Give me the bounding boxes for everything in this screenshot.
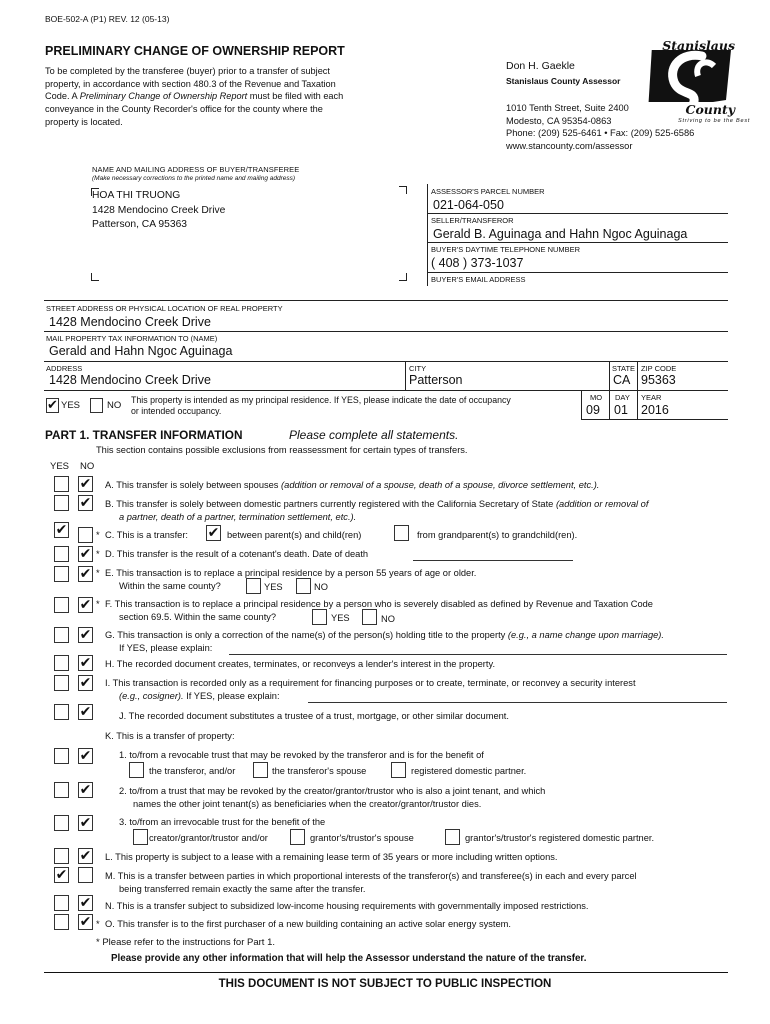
item-i-explain-label: If YES, please explain: xyxy=(183,691,280,701)
item-m-yes-checkbox[interactable]: ✔ xyxy=(55,867,68,883)
zip-code[interactable]: 95363 xyxy=(641,373,676,387)
item-k1-partner-label: registered domestic partner. xyxy=(411,766,527,776)
buyer-phone-label: BUYER'S DAYTIME TELEPHONE NUMBER xyxy=(431,245,581,254)
date-of-death-field[interactable] xyxy=(413,549,573,561)
divider xyxy=(637,390,638,419)
item-k1-text: 1. to/from a revocable trust that may be revoked by the transferor and is for the benefit of xyxy=(119,750,484,760)
residence-question-line: or intended occupancy. xyxy=(131,406,222,416)
item-k1-transferor-checkbox[interactable] xyxy=(129,762,144,778)
state-label: STATE xyxy=(612,364,636,373)
day-label: DAY xyxy=(615,393,630,402)
item-b-text xyxy=(105,498,648,523)
part1-subtext: This section contains possible exclusions from reassessment for certain types of transfers. xyxy=(96,445,468,455)
item-c-star: * xyxy=(96,530,100,540)
item-c-parent-child-label: between parent(s) and child(ren) xyxy=(227,530,362,540)
divider xyxy=(427,184,428,286)
part1-instruction: Please complete all statements. xyxy=(289,428,459,442)
item-k3-partner-label: grantor's/trustor's registered domestic partner. xyxy=(465,833,655,843)
logo-wordmark-bottom: County xyxy=(685,102,735,117)
other-info-prompt: Please provide any other information that will help the Assessor understand the nature of the transfer. xyxy=(111,953,587,964)
item-k2-yes-checkbox[interactable] xyxy=(54,782,69,798)
seller-name[interactable]: Gerald B. Aguinaga and Hahn Ngoc Aguinaga xyxy=(433,227,688,241)
item-d-star: * xyxy=(96,549,100,559)
item-j-text: J. The recorded document substitutes a trustee of a trust, mortgage, or other similar document. xyxy=(119,711,509,721)
divider xyxy=(44,361,728,362)
item-c-grandparent-label: from grandparent(s) to grandchild(ren). xyxy=(417,530,578,540)
divider xyxy=(581,390,582,419)
yes-column-header: YES xyxy=(50,461,70,472)
divider xyxy=(609,361,610,390)
item-b-no-checkbox[interactable]: ✔ xyxy=(79,495,92,511)
item-e-text: E. This transaction is to replace a principal residence by a person 55 years of age or older. xyxy=(105,568,477,578)
item-b-statement: B. This transfer is solely between domestic partners currently registered with the California Secretary of State xyxy=(105,499,556,509)
parcel-number[interactable]: 021-064-050 xyxy=(433,198,504,212)
page-title: PRELIMINARY CHANGE OF OWNERSHIP REPORT xyxy=(45,44,345,58)
divider xyxy=(44,390,728,391)
occupancy-day[interactable]: 01 xyxy=(614,403,628,417)
address-corner-mark xyxy=(399,273,407,281)
item-b-note-continued: a partner, death of a partner, termination settlement, etc.). xyxy=(119,511,357,522)
buyer-city: Patterson, CA 95363 xyxy=(92,219,188,230)
item-k2-no-checkbox[interactable]: ✔ xyxy=(79,782,92,798)
buyer-address-block xyxy=(92,189,225,233)
assessor-address-1: 1010 Tenth Street, Suite 2400 xyxy=(506,103,629,113)
city-label: CITY xyxy=(409,364,427,373)
item-i-text: I. This transaction is recorded only as a requirement for financing purposes or to create, terminate, or reconvey a security interest xyxy=(105,678,636,688)
item-k2-line: names the other joint tenant(s) as beneficiaries when the creator/grantor/trustor dies. xyxy=(133,798,482,809)
item-g-text xyxy=(105,630,664,640)
item-k3-no-checkbox[interactable]: ✔ xyxy=(79,815,92,831)
intro-form-name: Preliminary Change of Ownership Report xyxy=(79,91,248,102)
occupancy-year[interactable]: 2016 xyxy=(641,403,669,417)
occupancy-month[interactable]: 09 xyxy=(586,403,600,417)
item-k1-partner-checkbox[interactable] xyxy=(391,762,406,778)
item-i-explain-field[interactable] xyxy=(308,691,727,703)
item-o-yes-checkbox[interactable] xyxy=(54,914,69,930)
item-k-text: K. This is a transfer of property: xyxy=(105,731,235,741)
item-o-text: O. This transfer is to the first purchaser of a new building containing an active solar energy system. xyxy=(105,919,511,929)
item-f-subtext: section 69.5. Within the same county? xyxy=(119,612,277,622)
phone-number: 373-1037 xyxy=(470,256,524,270)
buyer-street: 1428 Mendocino Creek Drive xyxy=(92,204,226,216)
item-k3-partner-checkbox[interactable] xyxy=(445,829,460,845)
divider xyxy=(44,972,728,973)
part1-footnote: * Please refer to the instructions for Part 1. xyxy=(96,937,276,948)
city[interactable]: Patterson xyxy=(409,373,463,387)
item-e-no-checkbox[interactable]: ✔ xyxy=(79,566,92,582)
tax-info-name[interactable]: Gerald and Hahn Ngoc Aguinaga xyxy=(49,344,233,358)
item-c-parent-child-checkbox[interactable]: ✔ xyxy=(207,525,220,541)
item-l-text: L. This property is subject to a lease with a remaining lease term of 35 years or more including written options. xyxy=(105,852,558,862)
item-a-statement: A. This transfer is solely between spouses xyxy=(105,480,282,490)
tax-info-label: MAIL PROPERTY TAX INFORMATION TO (NAME) xyxy=(46,334,218,343)
divider xyxy=(405,361,406,390)
item-e-same-county-no-label: NO xyxy=(314,582,328,592)
buyer-phone[interactable]: ( 408 ) 373-1037 xyxy=(431,256,524,270)
item-c-yes-checkbox[interactable]: ✔ xyxy=(55,522,68,538)
item-g-yes-checkbox[interactable] xyxy=(54,627,69,643)
county-logo xyxy=(640,38,751,128)
item-k3-creator-label: creator/grantor/trustor and/or xyxy=(149,833,268,843)
item-n-yes-checkbox[interactable] xyxy=(54,895,69,911)
item-k2-line: 2. to/from a trust that may be revoked by the creator/grantor/trustor who is also a joint tenant, and which xyxy=(119,786,546,796)
item-g-statement: G. This transaction is only a correction of the name(s) of the person(s) holding title to the property xyxy=(105,630,508,640)
item-m-line: M. This is a transfer between parties in which proportional interests of the transferor(s) and transferee(s) in each and every parcel xyxy=(105,871,637,881)
item-c-no-checkbox[interactable] xyxy=(78,527,93,543)
state[interactable]: CA xyxy=(613,373,631,387)
item-m-line: being transferred remain exactly the same after the transfer. xyxy=(119,883,366,894)
buyer-label: NAME AND MAILING ADDRESS OF BUYER/TRANSFEREE xyxy=(92,165,300,174)
item-j-no-checkbox[interactable]: ✔ xyxy=(79,704,92,720)
item-f-yes-checkbox[interactable] xyxy=(54,597,69,613)
intro-line: property, in accordance with section 480.3 of the Revenue and Taxation xyxy=(45,78,336,89)
item-k3-spouse-checkbox[interactable] xyxy=(290,829,305,845)
assessor-website: www.stancounty.com/assessor xyxy=(506,140,633,151)
item-h-yes-checkbox[interactable] xyxy=(54,655,69,671)
item-f-same-county-yes-checkbox[interactable] xyxy=(312,609,327,625)
location-label: STREET ADDRESS OR PHYSICAL LOCATION OF REAL PROPERTY xyxy=(46,304,283,313)
assessor-name: Don H. Gaekle xyxy=(506,60,575,72)
address-label: ADDRESS xyxy=(46,364,83,373)
intro-text xyxy=(45,65,343,129)
item-k1-yes-checkbox[interactable] xyxy=(54,748,69,764)
logo-wordmark-top: Stanislaus xyxy=(662,38,735,53)
item-k3-yes-checkbox[interactable] xyxy=(54,815,69,831)
item-f-star: * xyxy=(96,599,100,609)
divider xyxy=(637,361,638,390)
item-a-text xyxy=(105,480,599,490)
assessor-address-2: Modesto, CA 95354-0863 xyxy=(506,115,612,126)
item-e-star: * xyxy=(96,568,100,578)
intro-line xyxy=(45,90,343,103)
divider xyxy=(581,419,728,420)
address-corner-mark xyxy=(91,273,99,281)
item-e-subtext: Within the same county? xyxy=(119,581,221,591)
divider xyxy=(44,300,728,301)
item-g-explain-field[interactable] xyxy=(229,643,727,655)
item-k1-spouse-label: the transferor's spouse xyxy=(272,766,367,776)
item-i-no-checkbox[interactable]: ✔ xyxy=(79,675,92,691)
divider xyxy=(44,331,728,332)
item-k1-transferor-label: the transferor, and/or xyxy=(149,766,236,776)
item-f-same-county-no-checkbox[interactable] xyxy=(362,609,377,625)
phone-area-code: 408 xyxy=(438,256,460,270)
item-c-grandparent-checkbox[interactable] xyxy=(394,525,409,541)
buyer-sublabel: (Make necessary corrections to the printed name and mailing address) xyxy=(92,175,296,182)
divider xyxy=(428,272,728,273)
item-f-same-county-no-label: NO xyxy=(381,614,395,624)
item-l-yes-checkbox[interactable] xyxy=(54,848,69,864)
year-label: YEAR xyxy=(641,393,662,402)
intro-line: To be completed by the transferee (buyer) prior to a transfer of subject xyxy=(45,66,330,76)
item-n-no-checkbox[interactable]: ✔ xyxy=(79,895,92,911)
item-f-text: F. This transaction is to replace a principal residence by a person who is severely disabled as defined by Revenue and Taxation Code xyxy=(105,599,653,609)
mailing-address[interactable]: 1428 Mendocino Creek Drive xyxy=(49,373,211,387)
form-code: BOE-502-A (P1) REV. 12 (05-13) xyxy=(45,14,170,24)
logo-tagline: Striving to be the Best xyxy=(678,118,751,124)
item-m-no-checkbox[interactable] xyxy=(78,867,93,883)
item-b-line xyxy=(105,498,648,511)
divider xyxy=(609,390,610,419)
item-d-text: D. This transfer is the result of a cotenant's death. Date of death xyxy=(105,549,369,559)
item-o-star: * xyxy=(96,919,100,929)
item-f-same-county-yes-label: YES xyxy=(331,613,350,623)
item-e-same-county-no-checkbox[interactable] xyxy=(296,578,311,594)
item-f-no-checkbox[interactable]: ✔ xyxy=(79,597,92,613)
item-b-note: (addition or removal of xyxy=(555,499,649,509)
footer-notice: THIS DOCUMENT IS NOT SUBJECT TO PUBLIC INSPECTION xyxy=(218,978,552,990)
item-e-yes-checkbox[interactable] xyxy=(54,566,69,582)
residence-no-label: NO xyxy=(107,400,122,411)
month-label: MO xyxy=(590,393,603,402)
item-j-yes-checkbox[interactable] xyxy=(54,704,69,720)
residence-no-checkbox[interactable] xyxy=(90,398,103,413)
item-k1-no-checkbox[interactable]: ✔ xyxy=(79,748,92,764)
item-l-no-checkbox[interactable]: ✔ xyxy=(79,848,92,864)
item-g-explain-label: If YES, please explain: xyxy=(119,643,213,653)
intro-text-part: must be filed with each xyxy=(247,91,344,102)
item-a-no-checkbox[interactable]: ✔ xyxy=(79,476,92,492)
seller-label: SELLER/TRANSFEROR xyxy=(431,216,514,225)
item-k2-text xyxy=(119,785,545,810)
buyer-email-label: BUYER'S EMAIL ADDRESS xyxy=(431,275,526,284)
item-a-note: (addition or removal of a spouse, death of a spouse, divorce settlement, etc.). xyxy=(281,480,600,490)
residence-question-line: This property is intended as my principal residence. If YES, please indicate the date of occupancy xyxy=(131,395,511,405)
item-b-yes-checkbox[interactable] xyxy=(54,495,69,511)
item-k3-text: 3. to/from an irrevocable trust for the benefit of the xyxy=(119,817,326,827)
item-d-yes-checkbox[interactable] xyxy=(54,546,69,562)
residence-question xyxy=(131,395,511,417)
item-i-yes-checkbox[interactable] xyxy=(54,675,69,691)
item-k3-creator-checkbox[interactable] xyxy=(133,829,148,845)
intro-line: property is located. xyxy=(45,116,123,127)
item-o-no-checkbox[interactable]: ✔ xyxy=(79,914,92,930)
residence-yes-label: YES xyxy=(61,400,81,411)
divider xyxy=(428,242,728,243)
parcel-label: ASSESSOR'S PARCEL NUMBER xyxy=(431,187,545,196)
item-k1-spouse-checkbox[interactable] xyxy=(253,762,268,778)
item-h-no-checkbox[interactable]: ✔ xyxy=(79,655,92,671)
address-corner-mark xyxy=(399,186,407,194)
item-g-no-checkbox[interactable]: ✔ xyxy=(79,627,92,643)
buyer-name: HOA THI TRUONG xyxy=(92,190,181,201)
no-column-header: NO xyxy=(80,461,95,472)
item-d-no-checkbox[interactable]: ✔ xyxy=(79,546,92,562)
intro-line: conveyance in the County Recorder's office for the county where the xyxy=(45,104,323,115)
divider xyxy=(428,213,728,214)
property-location[interactable]: 1428 Mendocino Creek Drive xyxy=(49,315,211,329)
assessor-title: Stanislaus County Assessor xyxy=(506,76,621,86)
item-e-same-county-yes-label: YES xyxy=(264,582,283,592)
item-n-text: N. This is a transfer subject to subsidized low-income housing requirements with governmentally imposed restrictions. xyxy=(105,901,589,911)
item-i-note: (e.g., cosigner). xyxy=(119,691,184,701)
item-e-same-county-yes-checkbox[interactable] xyxy=(246,578,261,594)
item-k3-spouse-label: grantor's/trustor's spouse xyxy=(310,833,414,843)
zip-label: ZIP CODE xyxy=(641,364,677,373)
residence-yes-checkbox[interactable]: ✔ xyxy=(47,398,58,413)
item-i-subtext xyxy=(119,691,280,701)
item-a-yes-checkbox[interactable] xyxy=(54,476,69,492)
item-g-note: (e.g., a name change upon marriage). xyxy=(507,630,664,640)
assessor-phone: Phone: (209) 525-6461 • Fax: (209) 525-6586 xyxy=(506,128,695,138)
item-c-text: C. This is a transfer: xyxy=(105,530,189,540)
item-h-text: H. The recorded document creates, terminates, or reconveys a lender's interest in the property. xyxy=(105,659,496,669)
part1-heading: PART 1. TRANSFER INFORMATION xyxy=(45,428,243,442)
item-m-text xyxy=(105,870,637,895)
intro-text-part: Code. A xyxy=(45,91,80,102)
